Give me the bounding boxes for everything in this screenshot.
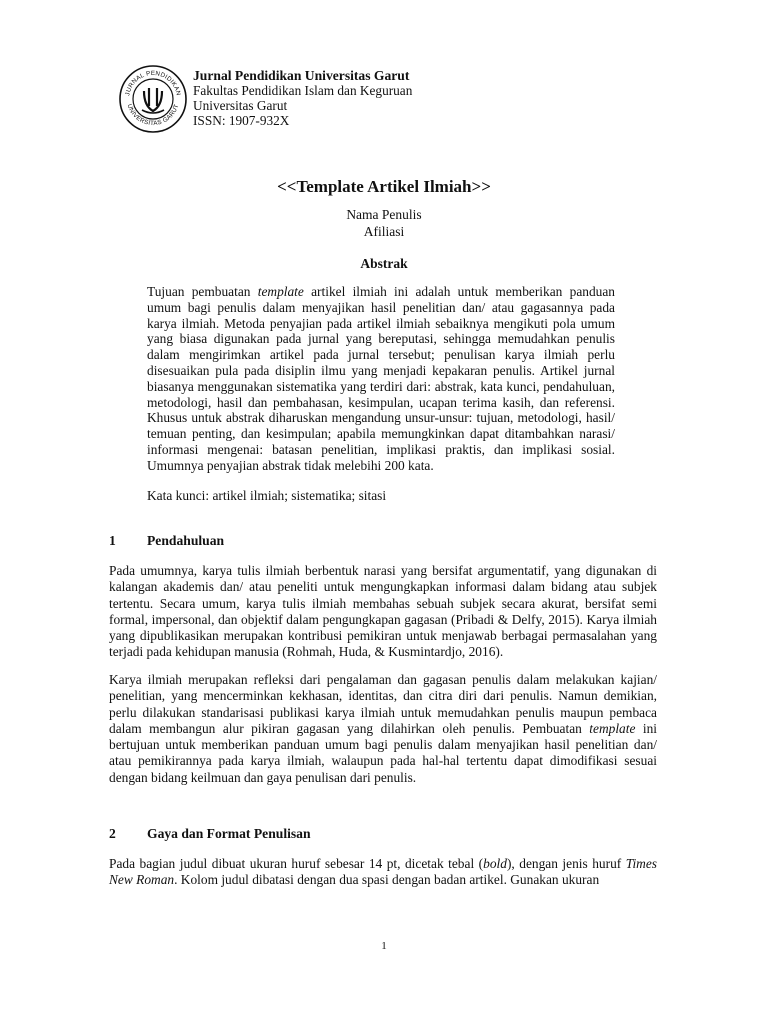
section-heading-2 (109, 826, 311, 842)
svg-text:UNIVERSITAS GARUT: UNIVERSITAS GARUT (125, 103, 181, 128)
abstract-italic-term: template (257, 284, 304, 299)
section-number: 1 (109, 533, 116, 548)
section2-paragraph-1: Pada bagian judul dibuat ukuran huruf sebesar 14 pt, dicetak tebal (bold), dengan jenis huruf Times New Roman. Kolom judul dibatasi dengan dua spasi dengan badan artikel. Gunakan ukuran (109, 856, 657, 888)
journal-header (193, 68, 412, 128)
page-number: 1 (381, 940, 387, 952)
svg-text:JURNAL PENDIDIKAN: JURNAL PENDIDIKAN (124, 69, 182, 97)
faculty-name: Fakultas Pendidikan Islam dan Keguruan (193, 83, 413, 98)
section-heading-1 (109, 533, 224, 549)
author-affiliation: Afiliasi (363, 224, 405, 239)
section1-paragraph-2: Karya ilmiah merupakan refleksi dari pengalaman dan gagasan penulis dalam melakukan kajian/ penelitian, yang mencerminkan kekhasan, identitas, dan citra diri dari penulis. Namun demikian, perlu dilakukan standarisasi publikasi karya ilmiah untuk memudahkan penulis maupun pembaca dalam membangun alur pikiran gagasan yang dilahirkan oleh penulis. Pembuatan template ini bertujuan untuk memberikan panduan umum bagi penulis dalam menyajikan hasil penelitian dan/ atau pemikirannya pada karya ilmiah, walaupun pada hal-hal tertentu dapat dimodifikasi sesuai dengan bidang keilmuan dan gaya penulisan dari penulis. (109, 672, 658, 785)
section1-paragraph-1: Pada umumnya, karya tulis ilmiah berbentuk narasi yang bersifat argumentatif, yang digunakan di kalangan akademis dan/ atau peneliti untuk mengungkapkan informasi dalam bidang atau subjek tertentu. Secara umum, karya tulis ilmiah membahas sebuah subjek secara akurat, bersifat semi formal, impersonal, dan objektif dalam pengungkapan gagasan (Pribadi & Delfy, 2015). Karya ilmiah yang dipublikasikan merupakan kontribusi pemikiran untuk menjawab berbagai permasalahan yang terjadi pada kehidupan manusia (Rohmah, Huda, & Kusmintardjo, 2016). (109, 563, 657, 660)
abstract-text: Tujuan pembuatan template artikel ilmiah ini adalah untuk memberikan panduan umum bagi penulis dalam menyajikan hasil penelitian dan/ atau gagasannya pada karya ilmiah. Metoda penyajian pada artikel ilmiah sebaiknya mengikuti pola umum yang biasa digunakan pada jurnal yang bereputasi, sehingga memudahkan penulis dalam mengirimkan artikel pada jurnal tersebut; penulisan karya ilmiah perlu disesuaikan pula pada disiplin ilmu yang menjadi kepakaran penulis. Artikel jurnal biasanya menggunakan sistematika yang terdiri dari: abstrak, kata kunci, pendahuluan, metodologi, hasil dan pembahasan, kesimpulan, ucapan terima kasih, dan referensi. Khusus untuk abstrak diharuskan mengandung unsur-unsur: tujuan, metodologi, hasil/ temuan penting, dan kesimpulan; apabila memungkinkan dapat ditambahkan narasi/ informasi mengenai: batasan penelitian, implikasi praktis, dan implikasi sosial. Umumnya penyajian abstrak tidak melebihi 200 kata. (147, 284, 615, 473)
journal-name: Jurnal Pendidikan Universitas Garut (193, 68, 410, 83)
keywords: Kata kunci: artikel ilmiah; sistematika; sitasi (147, 488, 387, 503)
section-title: Gaya dan Format Penulisan (147, 826, 311, 841)
author-name: Nama Penulis (346, 207, 422, 222)
journal-logo (118, 64, 188, 134)
section-title: Pendahuluan (147, 533, 225, 548)
article-title: <<Template Artikel Ilmiah>> (277, 177, 491, 196)
university-name: Universitas Garut (193, 98, 288, 113)
issn: ISSN: 1907-932X (193, 113, 290, 128)
abstract-heading: Abstrak (360, 256, 408, 271)
section-number: 2 (109, 826, 116, 841)
